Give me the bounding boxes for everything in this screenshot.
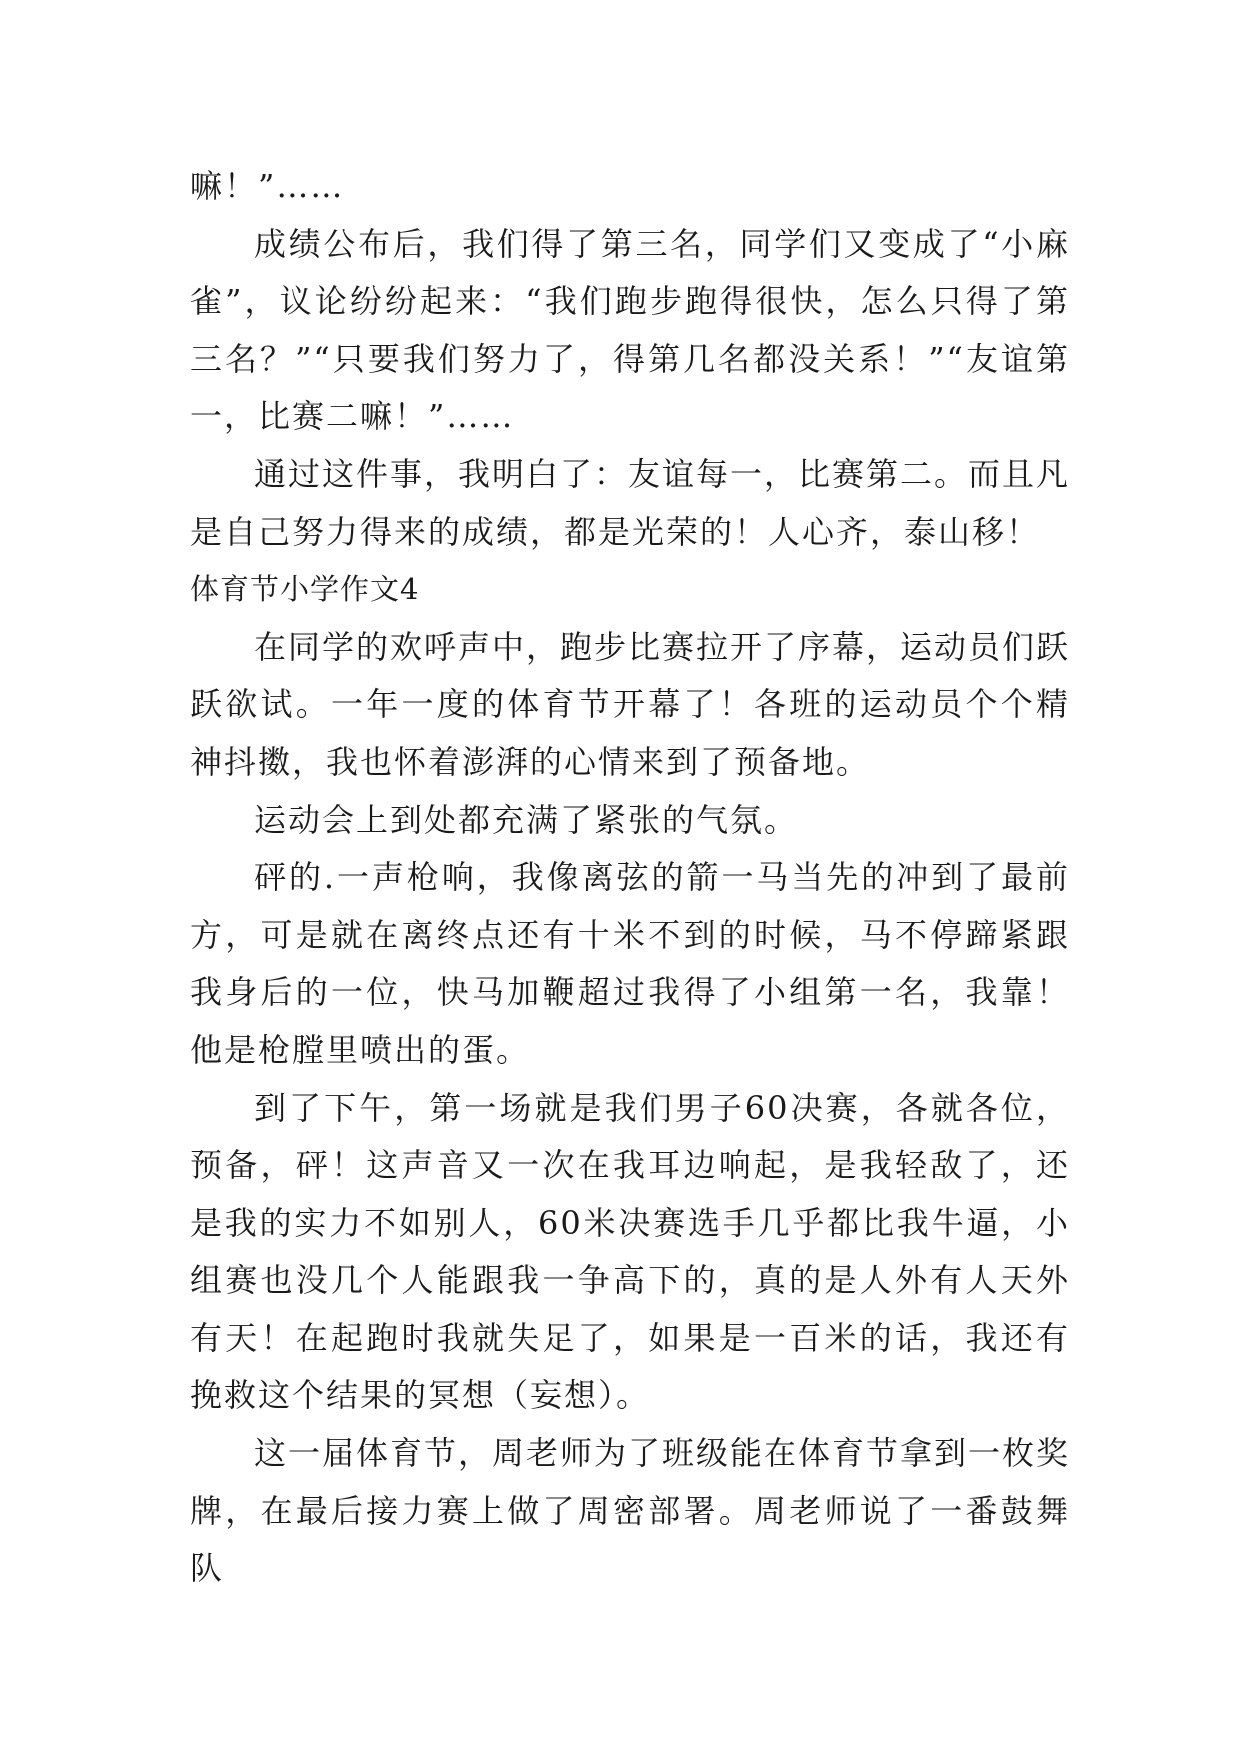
paragraph: 在同学的欢呼声中，跑步比赛拉开了序幕，运动员们跃跃欲试。一年一度的体育节开幕了！各班的运动员个个精神抖擞，我也怀着澎湃的心情来到了预备地。 <box>190 627 1071 781</box>
paragraph: 运动会上到处都充满了紧张的气氛。 <box>254 800 799 839</box>
section-heading: 体育节小学作文4 <box>190 572 420 607</box>
document-body <box>190 158 1070 1598</box>
paragraph: 成绩公布后，我们得了第三名，同学们又变成了“小麻雀”，议论纷纷起来：“我们跑步跑得很快，怎么只得了第三名？”“只要我们努力了，得第几名都没关系！”“友谊第一，比赛二嘛！”…… <box>190 224 1070 436</box>
paragraph: 砰的.一声枪响，我像离弦的箭一马当先的冲到了最前方，可是就在离终点还有十米不到的时候，马不停蹄紧跟我身后的一位，快马加鞭超过我得了小组第一名，我靠！他是枪膛里喷出的蛋。 <box>190 858 1070 1069</box>
paragraph: 通过这件事，我明白了：友谊每一，比赛第二。而且凡是自己努力得来的成绩，都是光荣的！人心齐，泰山移！ <box>190 454 1071 551</box>
paragraph: 嘛！”…… <box>190 167 345 205</box>
paragraph: 到了下午，第一场就是我们男子60决赛，各就各位，预备，砰！这声音又一次在我耳边响起，是我轻敌了，还是我的实力不如别人，60米决赛选手几乎都比我牛逼，小组赛也没几个人能跟我一争高下的，真的是人外有人天外有天！在起跑时我就失足了，如果是一百米的话，我还有挽救这个结果的冥想（妄想）。 <box>190 1088 1070 1415</box>
paragraph: 这一届体育节，周老师为了班级能在体育节拿到一枚奖牌，在最后接力赛上做了周密部署。周老师说了一番鼓舞队 <box>190 1434 1071 1588</box>
